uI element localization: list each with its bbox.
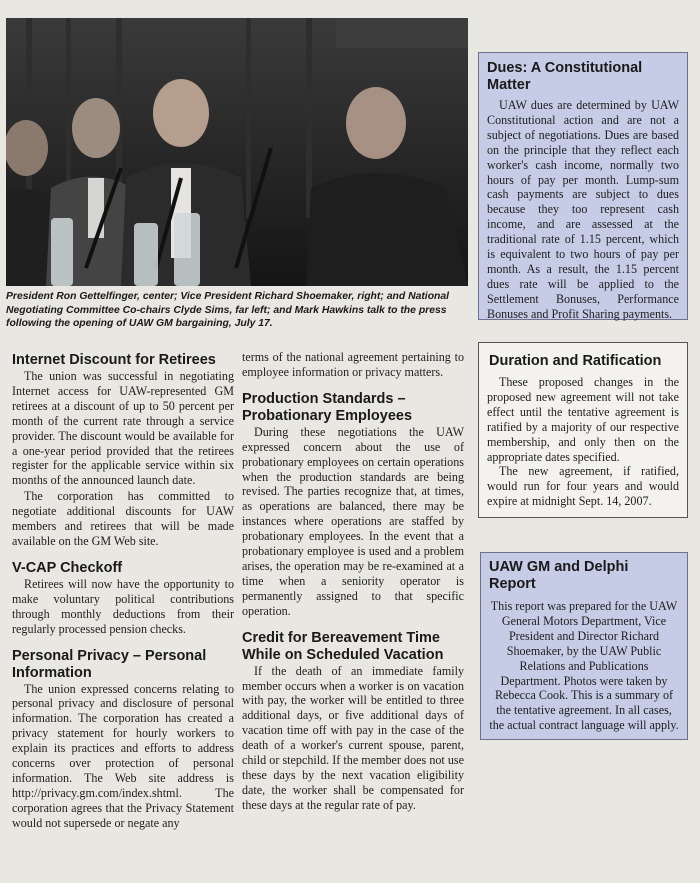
dues-text: UAW dues are determined by UAW Constitutional action and are not a subject of negotiations. Dues are based on the principle that they reflect each worker's cash income, normally two hours of pay per month. Lump-sum cash payments are subject to dues because they too represent cash income, and are assessed at the traditional rate of 1.15 percent, which is equivalent to two hours of pay per month. As a result, the 1.15 percent dues rate will be applied to the Settlement Bonuses, Performance Bonuses and Profit Sharing payments. [487,98,679,321]
bereavement-heading: Credit for Bereavement Time While on Scheduled Vacation [242,629,444,663]
duration-heading: Duration and Ratification [489,353,662,369]
internet-discount-heading: Internet Discount for Retirees [12,352,216,368]
vcap-paragraph: Retirees will now have the opportunity to make voluntary political contributions through monthly deductions from their regularly processed pension checks. [12,576,234,636]
privacy-continuation: terms of the national agreement pertaining to employee information or privacy matters. [242,350,464,379]
duration-sidebar-box [478,342,688,518]
vcap-heading: V-CAP Checkoff [12,559,123,576]
photo-caption: President Ron Gettelfinger, center; Vice President Richard Shoemaker, right; and National Negotiating Committee Co-chairs Clyde Sims, far left; and Mark Hawkins talk to the press following the opening of UAW GM bargaining, July 17. [6,291,450,329]
report-text: This report was prepared for the UAW General Motors Department, Vice President and Director Richard Shoemaker, by the UAW Public Relations and Publications Department. Photos were taken by Rebecca Cook. This is a summary of the tentative agreement. In all cases, the actual contract language will apply. [489,599,679,733]
personal-privacy-heading: Personal Privacy – Personal Information [12,647,207,681]
production-standards-paragraph: During these negotiations the UAW expressed concern about the use of probationary employees on certain operations when the production standards are being revised. The parties recognize that, at times, as operations are balanced, there may be instances where operations are staffed by probationary employees. In the event that a probationary employee is used and a problem arises, the operation may be re-examined at a time when a seniority operator is permanently assigned to that specific operation. [242,424,464,618]
internet-discount-paragraph-2: The corporation has committed to negotiate additional discounts for UAW members and retirees that will be made available on the GM Web site. [12,489,234,548]
bereavement-paragraph: If the death of an immediate family member occurs when a worker is on vacation with pay, the worker will be entitled to three additional days, or five additional days of vacation time off with pay in the case of the death of a worker's current spouse, parent, child or stepchild. If the member does not use these days by the next vacation eligibility date, the worker shall be compensated for these days at the regular rate of pay. [242,663,464,812]
report-sidebar-box [480,552,688,740]
press-conference-photo [6,18,468,286]
dues-heading: Dues: A Constitutional Matter [487,60,643,93]
column-1 [12,352,234,832]
report-heading: UAW GM and Delphi Report [489,559,629,592]
personal-privacy-paragraph: The union expressed concerns relating to personal privacy and disclosure of personal information. The corporation has created a privacy statement for hourly workers to explain its practices and efforts to address concerns over protection of personal information. The Web site address is http://privacy.gm.com/index.shtml. The corporation agrees that the Privacy Statement would not supersede or negate any [12,681,234,830]
production-standards-heading: Production Standards – Probationary Employees [242,390,413,424]
duration-paragraph-1: These proposed changes in the proposed new agreement will not take effect until the tentative agreement is ratified by a majority of our respective membership, and only then on the appropriate dates specified. [487,375,679,464]
dues-sidebar-box [478,52,688,320]
column-2 [242,350,464,814]
duration-paragraph-2: The new agreement, if ratified, would run for four years and would expire at midnight Sept. 14, 2007. [487,464,679,509]
internet-discount-paragraph-1: The union was successful in negotiating Internet access for UAW-represented GM retirees at a discount of up to 50 percent per month of the current rate through a service provider. The discount would be available for a one-year period provided that the retirees register for the applicable service within six months of the announced launch date. [12,369,234,488]
press-conference-illustration [6,18,468,286]
